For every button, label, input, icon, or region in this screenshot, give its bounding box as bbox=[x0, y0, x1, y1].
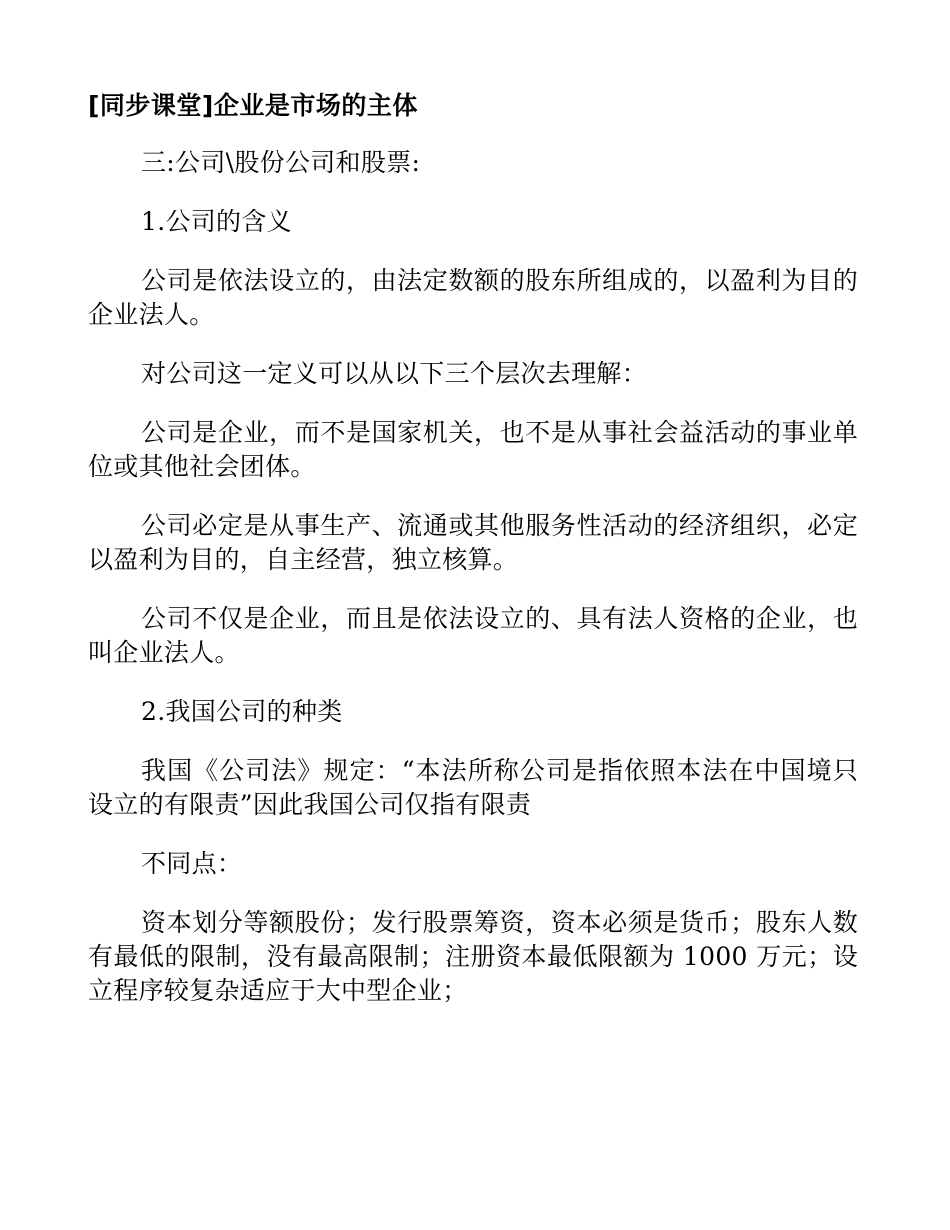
paragraph-level-one: 公司是企业，而不是国家机关，也不是从事社会益活动的事业单位或其他社会团体。 bbox=[88, 418, 858, 481]
paragraph-level-three: 公司不仅是企业，而且是依法设立的、具有法人资格的企业，也叫企业法人。 bbox=[88, 604, 858, 667]
paragraph-differences-detail: 资本划分等额股份；发行股票筹资，资本必须是货币；股东人数有最低的限制，没有最高限制；注册资本最低限额为 1000 万元；设立程序较复杂适应于大中型企业； bbox=[88, 908, 858, 1005]
section-heading-three: 三:公司\股份公司和股票: bbox=[141, 148, 421, 177]
paragraph-differences-heading: 不同点： bbox=[141, 849, 243, 878]
paragraph-company-law: 我国《公司法》规定：“本法所称公司是指依照本法在中国境只设立的有限责”因此我国公司仅指有限责 bbox=[88, 756, 858, 819]
subheading-company-types: 2.我国公司的种类 bbox=[141, 697, 343, 726]
document-title: [同步课堂]企业是市场的主体 bbox=[88, 91, 418, 120]
subheading-company-meaning: 1.公司的含义 bbox=[141, 207, 292, 236]
document-page bbox=[88, 88, 858, 1033]
paragraph-level-two: 公司必定是从事生产、流通或其他服务性活动的经济组织，必定以盈利为目的，自主经营，独立核算。 bbox=[88, 511, 858, 574]
paragraph-three-levels: 对公司这一定义可以从以下三个层次去理解： bbox=[141, 359, 648, 388]
paragraph-company-definition: 公司是依法设立的，由法定数额的股东所组成的，以盈利为目的企业法人。 bbox=[88, 266, 858, 329]
